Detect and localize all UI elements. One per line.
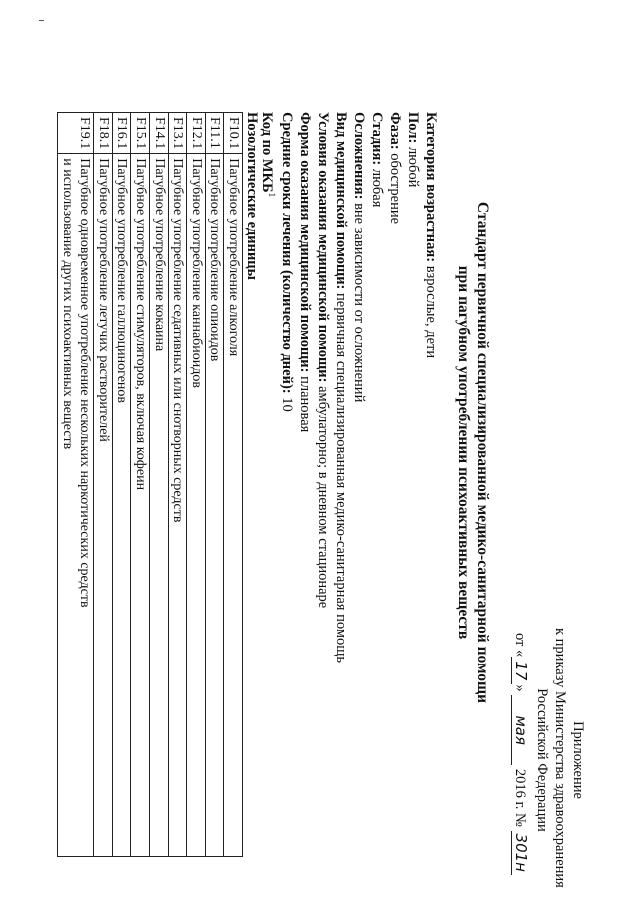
order-day: 17 [511, 657, 530, 684]
icd-code-cell: F19.1 [58, 113, 94, 154]
table-row [58, 113, 94, 857]
icd-code-cell: F14.1 [150, 113, 169, 154]
diagnosis-cell: Пагубное употребление летучих растворителей [94, 154, 113, 857]
field-phase: Фаза: обострение [387, 112, 403, 225]
order-line-1: к приказу Министерства здравоохранения [552, 628, 568, 888]
icd-code-cell: F11.1 [205, 113, 224, 154]
field-complications: Осложнения: вне зависимости от осложнений [351, 112, 367, 403]
diagnosis-cell [58, 154, 94, 857]
appendix-label: Приложение [570, 721, 586, 799]
field-treatment-duration: Средние сроки лечения (количество дней): 10 [279, 112, 295, 412]
table-row [187, 113, 206, 857]
table-row [224, 113, 243, 857]
order-month: мая [511, 695, 530, 765]
diagnosis-cell: Пагубное употребление стимуляторов, включая кофеин [131, 154, 150, 857]
diagnosis-cell: Пагубное употребление алкоголя [224, 154, 243, 857]
table-row [150, 113, 169, 857]
table-row [112, 113, 131, 857]
diagnosis-line-1: Пагубное одновременное употребление нескольких наркотических средств [77, 158, 93, 608]
date-mid: » [512, 684, 528, 692]
order-line-2: Российской Федерации [534, 688, 550, 832]
diagnosis-cell: Пагубное употребление седативных или снотворных средств [168, 154, 187, 857]
diagnosis-line-2: и использование других психоактивных веществ [59, 158, 75, 450]
nosology-table [57, 112, 243, 857]
field-care-conditions: Условия оказания медицинской помощи: амбулаторно; в дневном стационаре [315, 112, 331, 609]
field-icd-code: Код по МКБ$^1$ [259, 112, 277, 198]
field-sex: Пол: любой [405, 112, 421, 188]
field-stage: Стадия: любая [369, 112, 385, 208]
field-age-category: Категория возрастная: взрослые, дети [423, 112, 439, 359]
table-row [94, 113, 113, 857]
icd-code-cell: F10.1 [224, 113, 243, 154]
icd-code-cell: F18.1 [94, 113, 113, 154]
diagnosis-cell: Пагубное употребление каннабиоидов [187, 154, 206, 857]
icd-code-cell: F12.1 [187, 113, 206, 154]
date-suffix: 2016 г. № [512, 768, 528, 827]
diagnosis-cell: Пагубное употребление опиоидов [205, 154, 224, 857]
table-row [168, 113, 187, 857]
icd-code-cell: F15.1 [131, 113, 150, 154]
diagnosis-cell: Пагубное употребление галлюциногенов [112, 154, 131, 857]
standard-title-line-2: при пагубном употреблении психоактивных веществ [455, 265, 472, 640]
field-nosology: Нозологические единицы [244, 112, 260, 280]
table-row [205, 113, 224, 857]
scan-mark [39, 20, 44, 21]
field-care-type: Вид медицинской помощи: первичная специализированная медико-санитарная помощь [333, 112, 349, 664]
order-date-line [511, 633, 530, 875]
standard-title-line-1: Стандарт первичной специализированной медико-санитарной помощи [474, 201, 491, 704]
diagnosis-cell: Пагубное употребление кокаина [150, 154, 169, 857]
table-row [131, 113, 150, 857]
icd-code-cell: F16.1 [112, 113, 131, 154]
icd-code-cell: F13.1 [168, 113, 187, 154]
order-number: 301н [511, 831, 530, 875]
field-care-form: Форма оказания медицинской помощи: плановая [297, 112, 313, 433]
date-prefix: от « [512, 633, 528, 658]
